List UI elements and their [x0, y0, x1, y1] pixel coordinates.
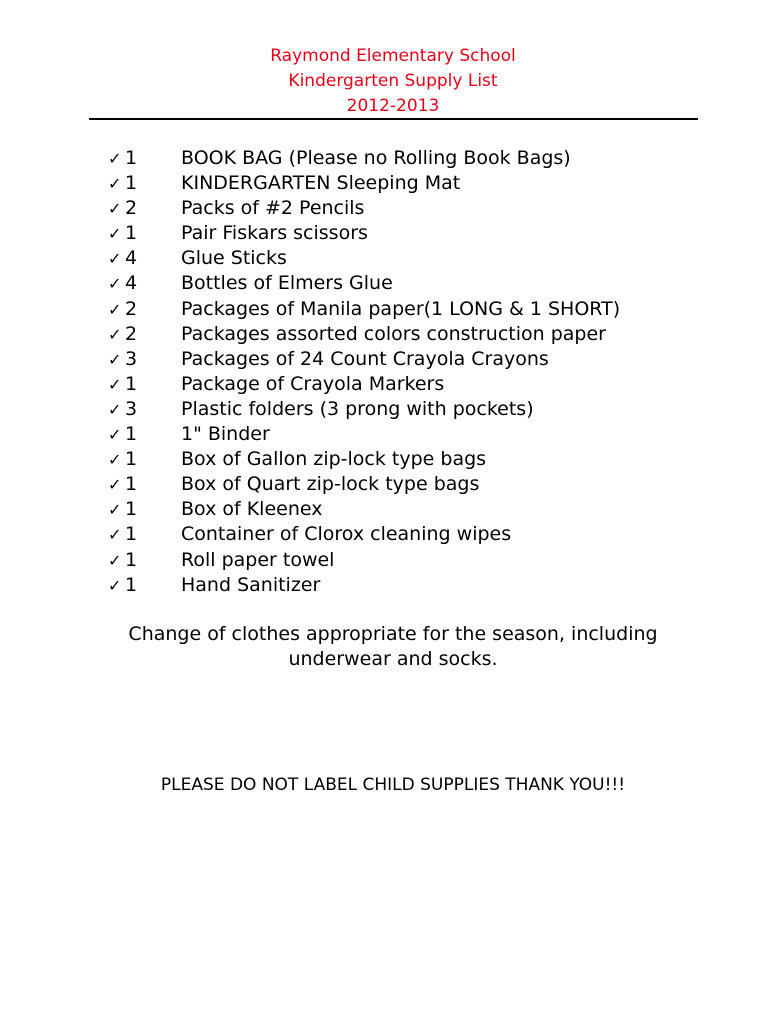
list-item	[108, 146, 620, 171]
no-label-notice: PLEASE DO NOT LABEL CHILD SUPPLIES THANK YOU!!!	[160, 775, 626, 795]
list-item	[108, 372, 620, 397]
item-quantity: 1	[125, 548, 138, 571]
checkmark-icon: ✓	[108, 324, 122, 344]
list-item	[108, 347, 620, 372]
item-description: Box of Kleenex	[181, 498, 323, 521]
list-item	[108, 297, 620, 322]
item-description: Box of Gallon zip-lock type bags	[181, 448, 487, 471]
item-description: Packages of 24 Count Crayola Crayons	[181, 347, 549, 370]
checkmark-icon: ✓	[108, 550, 122, 570]
checkmark-icon: ✓	[108, 500, 122, 520]
checkmark-icon: ✓	[108, 174, 122, 194]
item-description: Roll paper towel	[181, 548, 335, 571]
list-item	[108, 447, 620, 472]
school-name: Raymond Elementary School	[270, 46, 516, 66]
item-description: Packages assorted colors construction paper	[181, 322, 606, 345]
item-description: Plastic folders (3 prong with pockets)	[181, 397, 534, 420]
supply-list	[108, 146, 620, 598]
checkmark-icon: ✓	[108, 224, 122, 244]
school-year: 2012-2013	[346, 96, 440, 116]
item-description: Package of Crayola Markers	[181, 372, 445, 395]
checkmark-icon: ✓	[108, 374, 122, 394]
list-item	[108, 221, 620, 246]
list-item	[108, 246, 620, 271]
item-quantity: 1	[125, 372, 138, 395]
item-description: Container of Clorox cleaning wipes	[181, 523, 512, 546]
document-header	[0, 44, 770, 119]
list-item	[108, 522, 620, 547]
item-quantity: 2	[125, 197, 138, 220]
clothes-note: Change of clothes appropriate for the season, including underwear and socks.	[128, 623, 658, 670]
checkmark-icon: ✓	[108, 425, 122, 445]
item-quantity: 1	[125, 498, 138, 521]
item-quantity: 3	[125, 397, 138, 420]
list-item	[108, 322, 620, 347]
item-description: KINDERGARTEN Sleeping Mat	[181, 172, 461, 195]
item-quantity: 1	[125, 573, 138, 596]
item-quantity: 4	[125, 272, 138, 295]
item-quantity: 1	[125, 147, 138, 169]
item-description: 1" Binder	[181, 423, 270, 446]
list-item	[108, 171, 620, 196]
checkmark-icon: ✓	[108, 249, 122, 269]
item-quantity: 1	[125, 448, 138, 471]
list-item	[108, 548, 620, 573]
item-quantity: 1	[125, 222, 138, 245]
list-item	[108, 422, 620, 447]
item-description: Packages of Manila paper(1 LONG & 1 SHORT)	[181, 297, 621, 320]
item-description: Hand Sanitizer	[181, 573, 321, 596]
item-description: Glue Sticks	[181, 247, 287, 270]
list-item	[108, 472, 620, 497]
item-description: Box of Quart zip-lock type bags	[181, 473, 480, 496]
checkmark-icon: ✓	[108, 525, 122, 545]
item-quantity: 4	[125, 247, 138, 270]
checkmark-icon: ✓	[108, 399, 122, 419]
checkmark-icon: ✓	[108, 274, 122, 294]
list-item	[108, 573, 620, 598]
item-description: Bottles of Elmers Glue	[181, 272, 393, 295]
checkmark-icon: ✓	[108, 575, 122, 595]
item-description: Packs of #2 Pencils	[181, 197, 365, 220]
checkmark-icon: ✓	[108, 450, 122, 470]
item-description: Pair Fiskars scissors	[181, 222, 368, 245]
list-item	[108, 196, 620, 221]
item-quantity: 1	[125, 523, 138, 546]
item-quantity: 1	[125, 423, 138, 446]
list-item	[108, 397, 620, 422]
item-quantity: 3	[125, 347, 138, 370]
item-quantity: 1	[125, 172, 138, 195]
checkmark-icon: ✓	[108, 199, 122, 219]
list-item	[108, 497, 620, 522]
header-divider	[89, 118, 698, 120]
checkmark-icon: ✓	[108, 475, 122, 495]
item-quantity: 2	[125, 297, 138, 320]
item-description: BOOK BAG (Please no Rolling Book Bags)	[181, 147, 571, 169]
list-item	[108, 271, 620, 296]
supply-list-title: Kindergarten Supply List	[288, 71, 498, 91]
checkmark-icon: ✓	[108, 299, 122, 319]
item-quantity: 2	[125, 322, 138, 345]
item-quantity: 1	[125, 473, 138, 496]
checkmark-icon: ✓	[108, 149, 122, 168]
checkmark-icon: ✓	[108, 349, 122, 369]
